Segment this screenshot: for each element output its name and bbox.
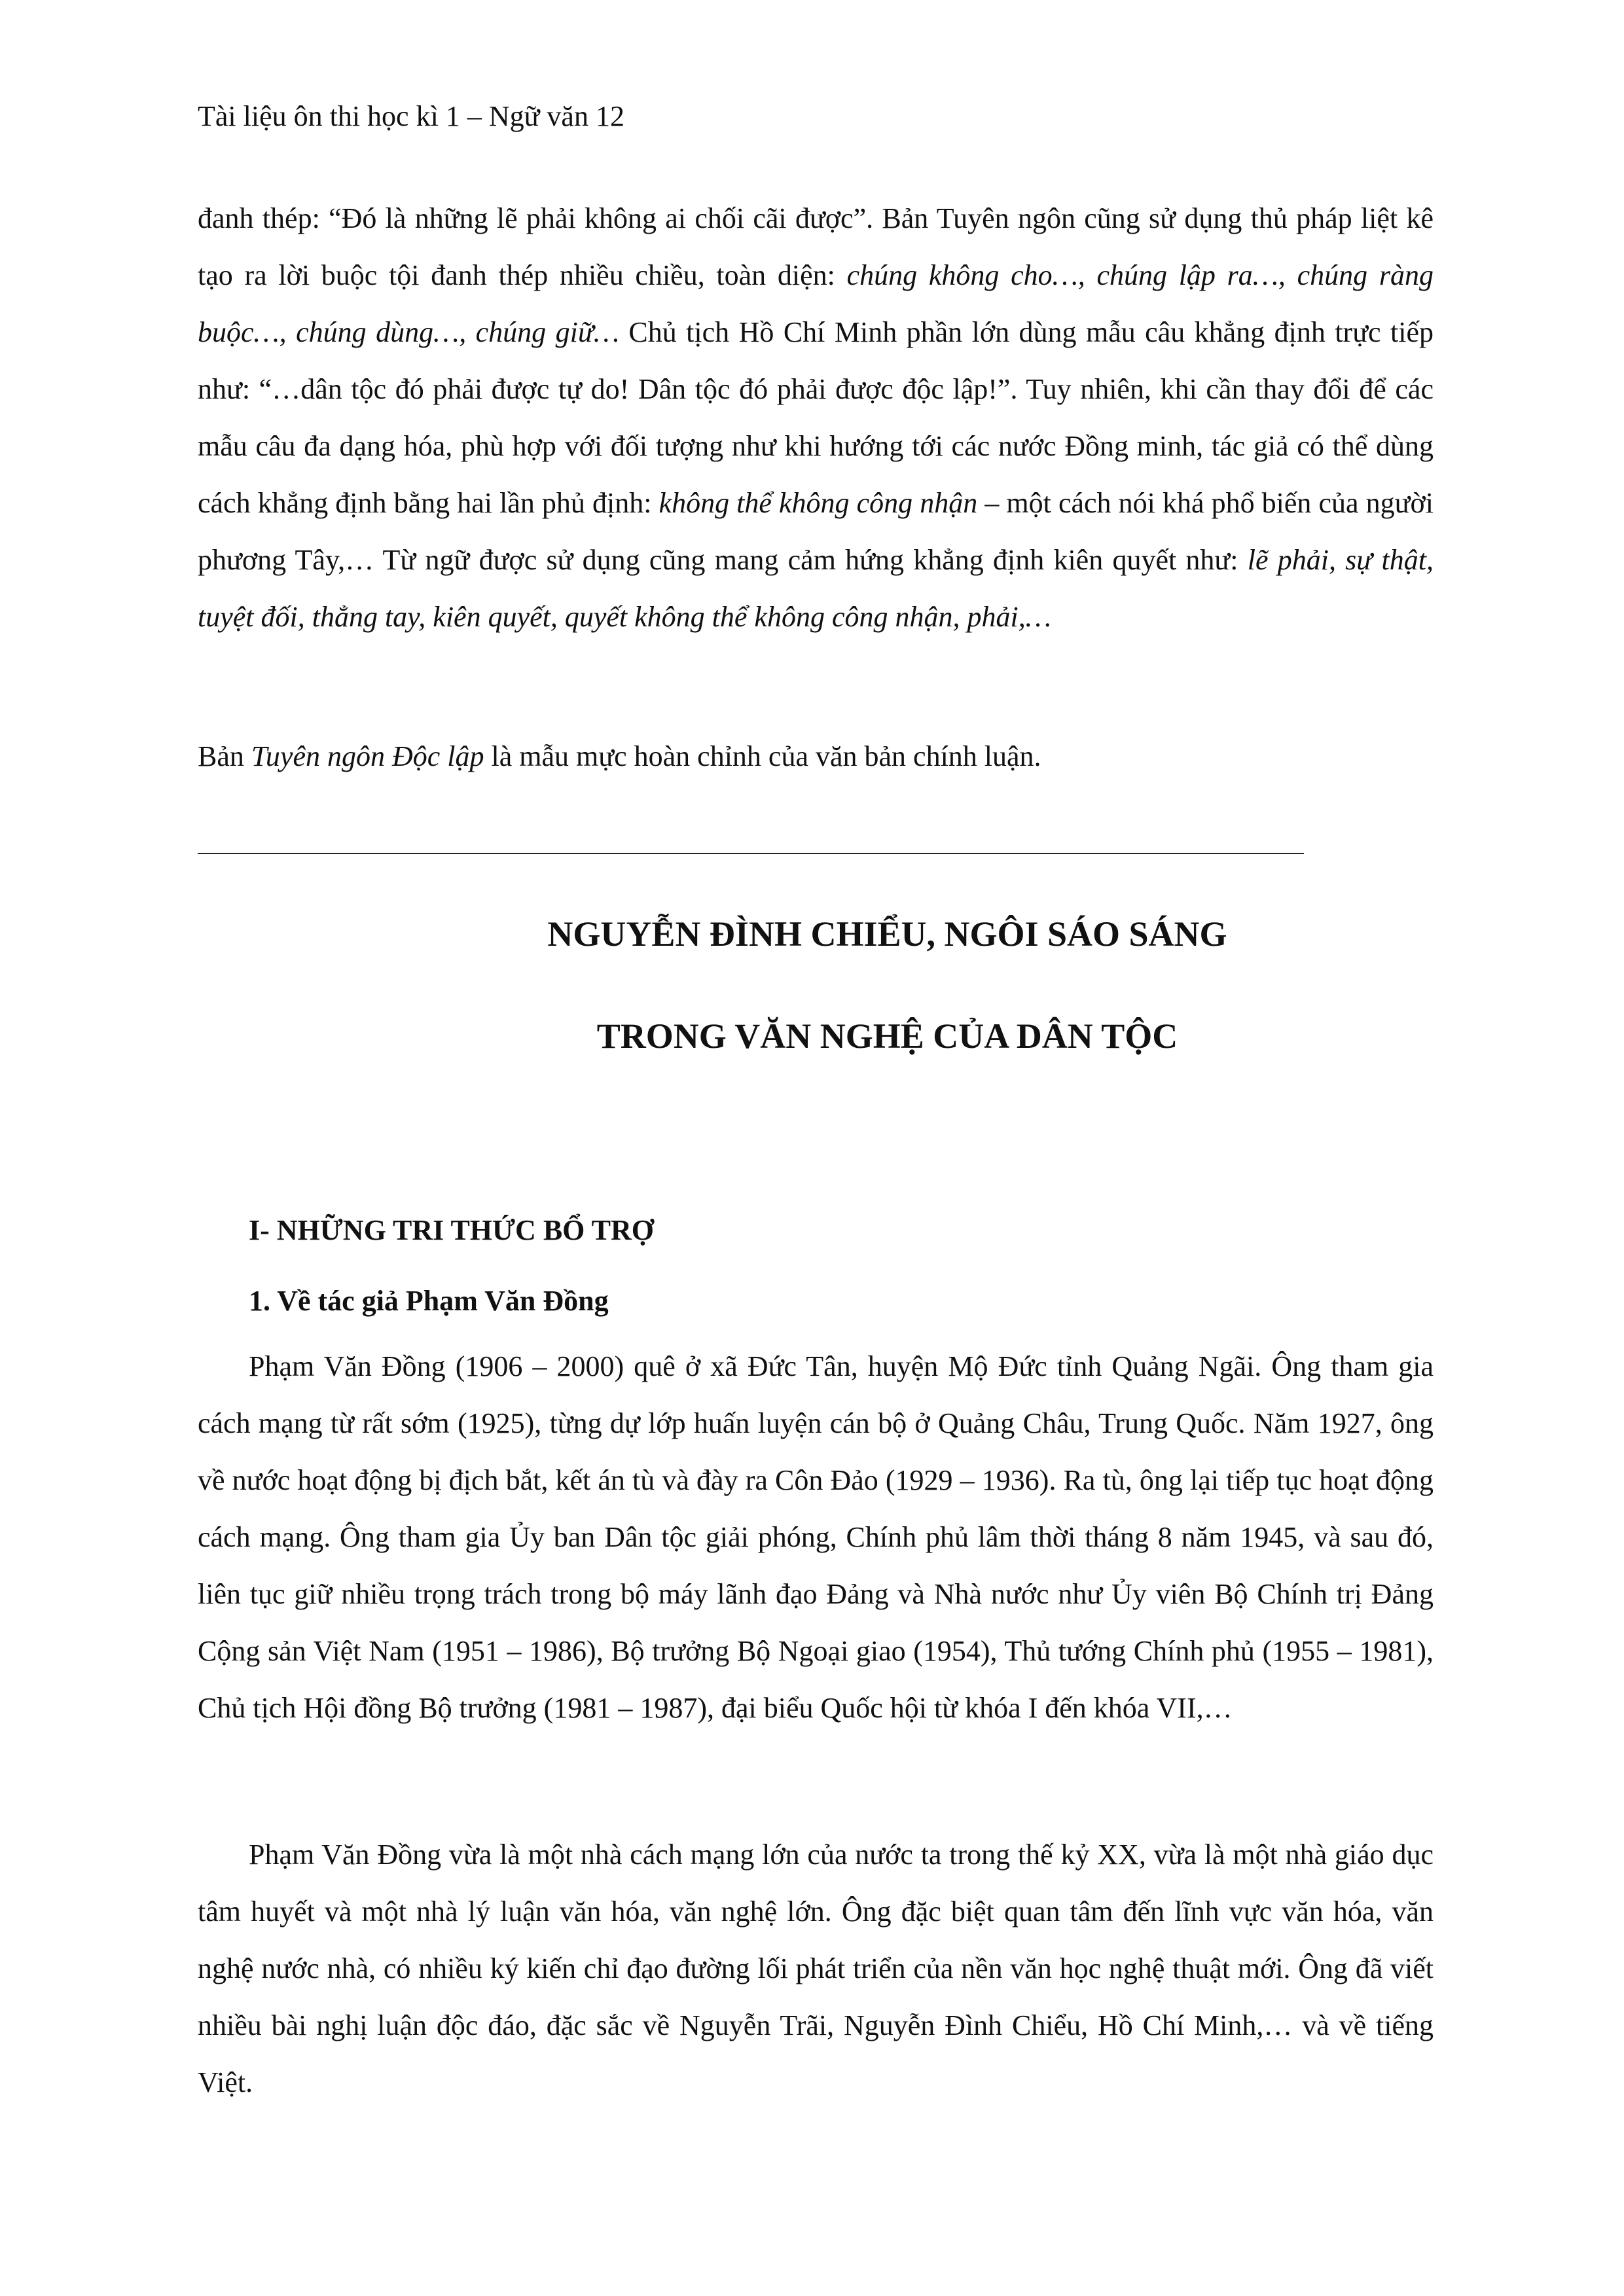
lesson-title-line-2: TRONG VĂN NGHỆ CỦA DÂN TỘC — [596, 1016, 1178, 1056]
conclusion-paragraph — [198, 728, 1434, 785]
running-header: Tài liệu ôn thi học kì 1 – Ngữ văn 12 — [198, 100, 624, 132]
text-segment: là mẫu mực hoàn chỉnh của văn bản chính luận. — [484, 740, 1041, 772]
italic-text-segment: không thể không công nhận — [659, 487, 978, 519]
author-bio-paragraph: Phạm Văn Đồng (1906 – 2000) quê ở xã Đức Tân, huyện Mộ Đức tỉnh Quảng Ngãi. Ông tham gia cách mạng từ rất sớm (1925), từng dự lớp huấn luyện cán bộ ở Quảng Châu, Trung Quốc. Năm 1927, ông về nước hoạt động bị địch bắt, kết án tù và đày ra Côn Đảo (1929 – 1936). Ra tù, ông lại tiếp tục hoạt động cách mạng. Ông tham gia Ủy ban Dân tộc giải phóng, Chính phủ lâm thời tháng 8 năm 1945, và sau đó, liên tục giữ nhiều trọng trách trong bộ máy lãnh đạo Đảng và Nhà nước như Ủy viên Bộ Chính trị Đảng Cộng sản Việt Nam (1951 – 1986), Bộ trưởng Bộ Ngoại giao (1954), Thủ tướng Chính phủ (1955 – 1981), Chủ tịch Hội đồng Bộ trưởng (1981 – 1987), đại biểu Quốc hội từ khóa I đến khóa VII,… — [198, 1350, 1434, 1724]
italic-text-segment: lẽ phải, sự thật, tuyệt đối, thẳng tay, kiên quyết, quyết không thể không công nhận, phải,… — [198, 544, 1434, 633]
section-divider — [198, 853, 1304, 854]
text-segment: đanh thép: “Đó là những lẽ phải không ai chối cãi được”. Bản Tuyên ngôn cũng sử dụng thủ pháp liệt kê tạo ra lời buộc tội đanh thép nhiều chiều, toàn diện: — [198, 202, 1434, 291]
text-segment: Bản — [198, 740, 251, 772]
italic-text-segment: Tuyên ngôn Độc lập — [251, 740, 484, 772]
text-segment: Chủ tịch Hồ Chí Minh phần lớn dùng mẫu câu khẳng định trực tiếp như: “…dân tộc đó phải được tự do! Dân tộc đó phải được độc lập!”. Tuy nhiên, khi cần thay đổi để các mẫu câu đa dạng hóa, phù hợp với đối tượng như khi hướng tới các nước Đồng minh, tác giả có thể dùng cách khẳng định bằng hai lần phủ định: — [198, 316, 1434, 519]
italic-text-segment: chúng không cho…, chúng lập ra…, chúng ràng buộc…, chúng dùng…, chúng giữ… — [198, 259, 1434, 348]
section-heading: I- NHỮNG TRI THỨC BỔ TRỢ — [249, 1214, 654, 1246]
author-role-paragraph: Phạm Văn Đồng vừa là một nhà cách mạng lớn của nước ta trong thế kỷ XX, vừa là một nhà giáo dục tâm huyết và một nhà lý luận văn hóa, văn nghệ lớn. Ông đặc biệt quan tâm đến lĩnh vực văn hóa, văn nghệ nước nhà, có nhiều ký kiến chỉ đạo đường lối phát triển của nền văn học nghệ thuật mới. Ông đã viết nhiều bài nghị luận độc đáo, đặc sắc về Nguyễn Trãi, Nguyễn Đình Chiểu, Hồ Chí Minh,… và về tiếng Việt. — [198, 1839, 1434, 2098]
text-segment: – một cách nói khá phổ biến của người phương Tây,… Từ ngữ được sử dụng cũng mang cảm hứng khẳng định kiên quyết như: — [198, 487, 1434, 576]
lesson-title-line-1: NGUYỄN ĐÌNH CHIỂU, NGÔI SÁO SÁNG — [547, 914, 1227, 954]
subsection-heading: 1. Về tác giả Phạm Văn Đồng — [249, 1285, 609, 1317]
continuation-paragraph — [198, 190, 1434, 645]
